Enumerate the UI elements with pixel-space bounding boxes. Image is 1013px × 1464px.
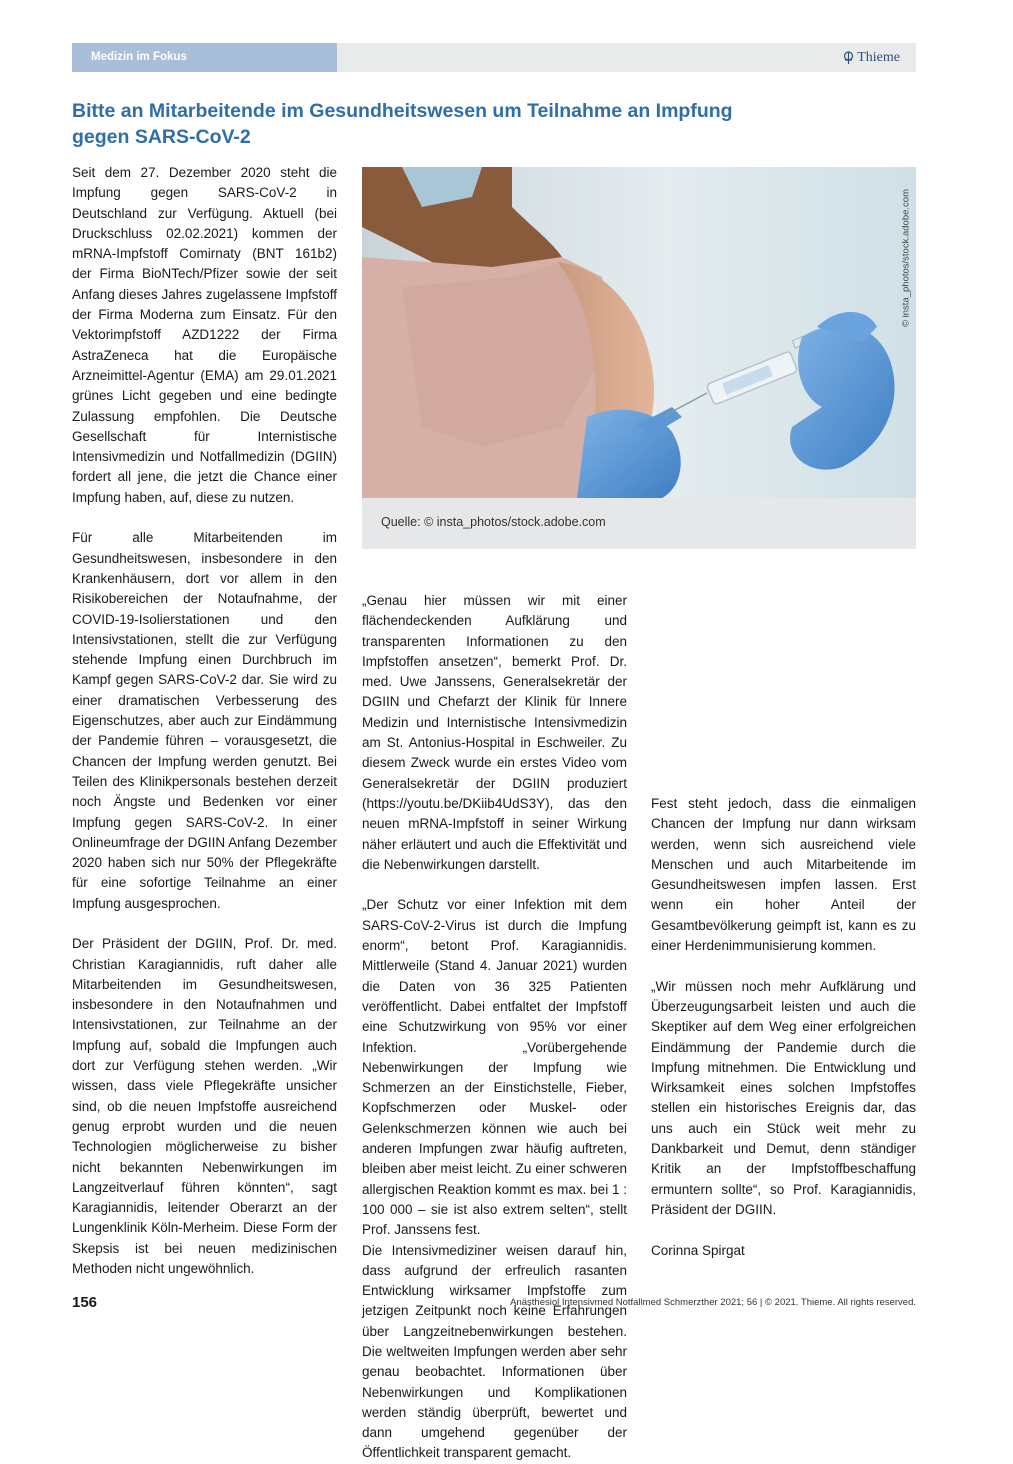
paragraph: Fest steht jedoch, dass die einmaligen Chancen der Impfung nur dann wirksam werden, wenn sich ausreichend viele Menschen und auch Mitarbeitende im Gesundheitswesen impfen lassen. Erst wenn ein hoher Anteil der Gesamtbevölkerung geimpft ist, kann es zu einer Herdenimmunisierung kommen. xyxy=(651,796,916,954)
thieme-emblem-icon xyxy=(842,51,855,65)
section-label: Medizin im Fokus xyxy=(72,43,337,72)
figure-caption: Quelle: © insta_photos/stock.adobe.com xyxy=(381,515,606,529)
running-header xyxy=(72,43,916,72)
paragraph: Die Intensivmediziner weisen darauf hin, dass aufgrund der erfreulich rasanten Entwicklung wirksamer Impfstoffe zum jetzigen Zeitpunkt noch keine Erfahrungen über Langzeitnebenwirkungen bestehen. Die weltweiten Impfungen werden aber sehr genau beobachtet. Informationen über Nebenwirkungen und Komplikationen werden ständig überprüft, bewertet und dann umgehend gegenüber der Öffentlichkeit transparent gemacht. xyxy=(362,1242,627,1461)
footer-citation: Anästhesiol Intensivmed Notfallmed Schmerzther 2021; 56 | © 2021. Thieme. All rights reserved. xyxy=(510,1297,916,1308)
text-column-2 xyxy=(362,591,627,1464)
page-number: 156 xyxy=(72,1294,98,1311)
figure xyxy=(362,167,916,549)
publisher-logo xyxy=(842,50,900,66)
paragraph: „Genau hier müssen wir mit einer flächendeckenden Aufklärung und transparenten Informationen zu den Impfstoffen ansetzen“, bemerkt Prof. Dr. med. Uwe Janssens, Generalsekretär der DGIIN und Chefarzt der Klinik für Innere Medizin und Internistische Intensivmedizin am St. Antonius-Hospital in Eschweiler. Zu diesem Zweck wurde ein erstes Video vom Generalsekretär der DGIIN produziert (https://youtu.be/DKiib4UdS3Y), das den neuen mRNA-Impfstoff in seiner Wirkung näher erläutert und auch die Effektivität und die Nebenwirkungen darstellt. xyxy=(362,593,627,872)
photo-credit: © insta_photos/stock.adobe.com xyxy=(900,189,912,327)
author-name: Corinna Spirgat xyxy=(651,1242,745,1258)
vaccination-photo xyxy=(362,167,916,498)
publisher-name: Thieme xyxy=(857,50,900,65)
article-title: Bitte an Mitarbeitende im Gesundheitswesen um Teilnahme an Impfung gegen SARS-CoV-2 xyxy=(72,100,733,148)
text-column-3 xyxy=(651,794,916,1261)
paragraph: „Wir müssen noch mehr Aufklärung und Überzeugungsarbeit leisten und auch die Skeptiker auf dem Weg einer erfolgreichen Eindämmung der Pandemie durch die Impfung mitnehmen. Die Entwicklung und Wirksamkeit eines solchen Impfstoffes stellen ein historisches Ereignis dar, das uns auch ein Stück weit mehr zu Dankbarkeit und Demut, denn ständiger Kritik an der Impfstoffbeschaffung ermuntern sollte“, so Prof. Karagiannidis, Präsident der DGIIN. xyxy=(651,978,916,1217)
paragraph: Der Präsident der DGIIN, Prof. Dr. med. Christian Karagiannidis, ruft daher alle Mitarbeitenden im Gesundheitswesen, insbesondere in den Notaufnahmen und Intensivstationen, zur Teilnahme an der Impfung auf, sobald die Impfungen auch dort zur Verfügung stehen werden. „Wir wissen, dass viele Pflegekräfte unsicher sind, ob die neuen Impfstoffe ausreichend genug erprobt wurden und die neuen Technologien möglicherweise zu bisher nicht bekannten Nebenwirkungen im Langzeitverlauf führen könnten“, sagt Karagiannidis, leitender Oberarzt an der Lungenklinik Köln-Merheim. Diese Form der Skepsis ist bei neuen medizinischen Methoden nicht ungewöhnlich. xyxy=(72,936,337,1277)
text-column-1 xyxy=(72,163,337,1279)
paragraph: „Der Schutz vor einer Infektion mit dem SARS-CoV-2-Virus ist durch die Impfung enorm“, betont Prof. Karagiannidis. Mittlerweile (Stand 4. Januar 2021) wurden die Daten von 36 325 Patienten veröffentlicht. Dabei entfaltet der Impfstoff eine Schutzwirkung von 95% vor einer Infektion. „Vorübergehende Nebenwirkungen der Impfung wie Schmerzen an der Einstichstelle, Fieber, Kopfschmerzen oder Muskel- oder Gelenkschmerzen können wie auch bei anderen Impfungen zwar häufig auftreten, bleiben aber meist leicht. Zu einer schweren allergischen Reaktion kommt es max. bei 1 : 100 000 – sie ist also extrem selten“, stellt Prof. Janssens fest. xyxy=(362,897,627,1238)
paragraph: Für alle Mitarbeitenden im Gesundheitswesen, insbesondere in den Krankenhäusern, dort vor allem in den Risikobereichen der Notaufnahme, der COVID-19-Isolierstationen und den Intensivstationen, stellt die zur Verfügung stehende Impfung einen Durchbruch im Kampf gegen SARS-CoV-2 dar. Sie wird zu einer dramatischen Verbesserung des Eigenschutzes, aber auch zur Eindämmung der Pandemie führen – vorausgesetzt, die Chancen der Impfung werden genutzt. Bei Teilen des Klinikpersonals bestehen derzeit noch Ängste und Bedenken vor einer Impfung gegen SARS-CoV-2. In einer Onlineumfrage der DGIIN Anfang Dezember 2020 haben sich nur 50% der Pflegekräfte für eine sofortige Teilnahme an einer Impfung ausgesprochen. xyxy=(72,530,337,911)
paragraph: Seit dem 27. Dezember 2020 steht die Impfung gegen SARS-CoV-2 in Deutschland zur Verfügung. Aktuell (bei Druckschluss 02.02.2021) kommen der mRNA-Impfstoff Comirnaty (BNT 161b2) der Firma BioNTech/Pfizer sowie der seit Anfang dieses Jahres zugelassene Impfstoff der Firma Moderna zum Einsatz. Für den Vektorimpfstoff AZD1222 der Firma AstraZeneca hat die Europäische Arzneimittel-Agentur (EMA) am 29.01.2021 grünes Licht gegeben und eine bedingte Zulassung empfohlen. Die Deutsche Gesellschaft für Internistische Intensivmedizin und Notfallmedizin (DGIIN) fordert all jene, die jetzt die Chance einer Impfung haben, auf, diese zu nutzen. xyxy=(72,165,337,505)
vaccination-illustration xyxy=(362,167,916,498)
